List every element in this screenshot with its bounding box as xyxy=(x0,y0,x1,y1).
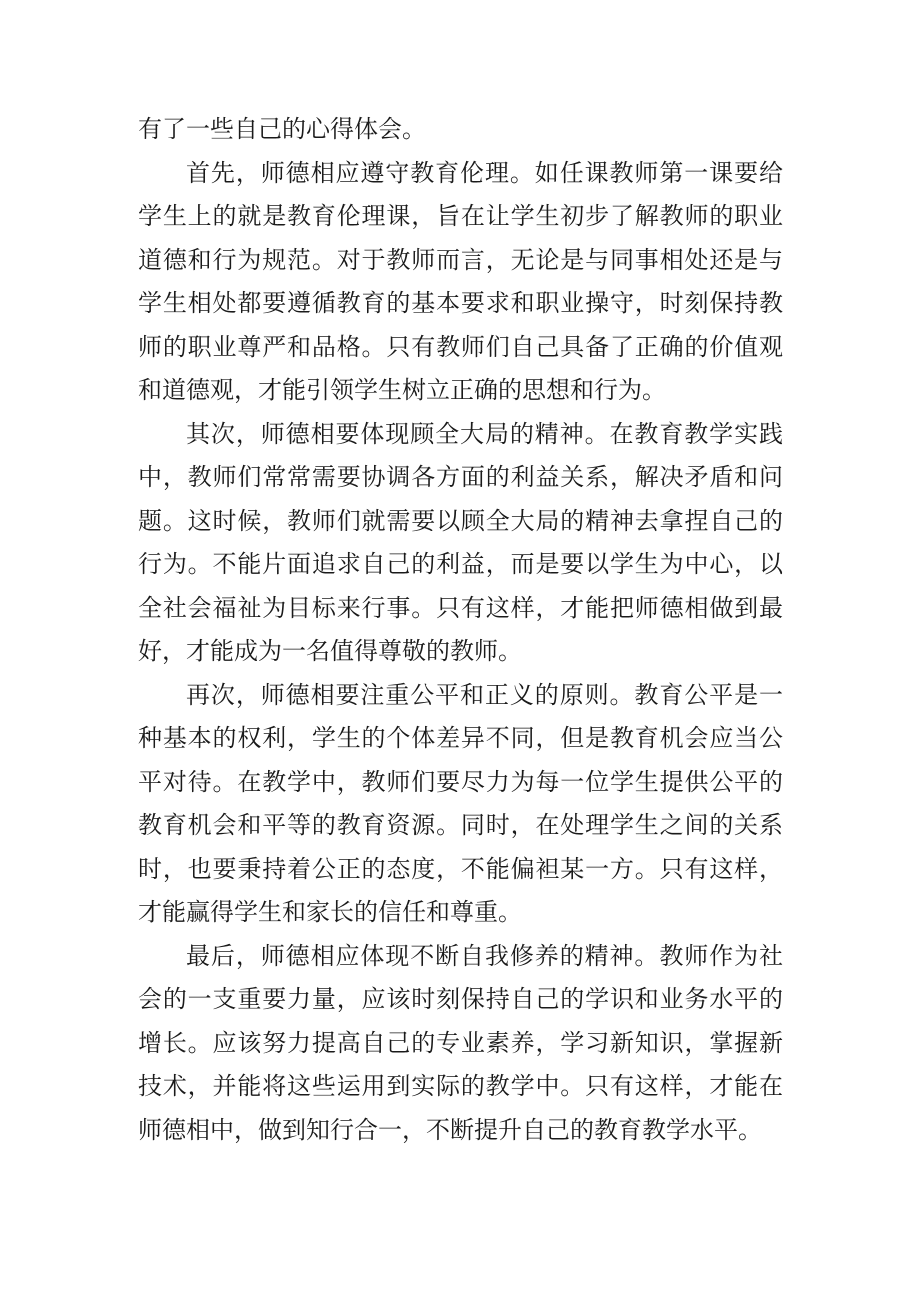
paragraph-continuation: 有了一些自己的心得体会。 xyxy=(138,115,426,143)
paragraph-self-cultivation: 最后，师德相应体现不断自我修养的精神。教师作为社会的一支重要力量，应该时刻保持自己的学识和业务水平的增长。应该努力提高自己的专业素养，学习新知识，掌握新技术，并能将这些运用到实际的教学中。只有这样，才能在师德相中，做到知行合一，不断提升自己的教育教学水平。 xyxy=(138,941,783,1144)
document-body xyxy=(138,108,783,1152)
paragraph-fairness-justice: 再次，师德相要注重公平和正义的原则。教育公平是一种基本的权利，学生的个体差异不同，但是教育机会应当公平对待。在教学中，教师们要尽力为每一位学生提供公平的教育机会和平等的教育资源。同时，在处理学生之间的关系时，也要秉持着公正的态度，不能偏袒某一方。只有这样，才能赢得学生和家长的信任和尊重。 xyxy=(138,680,783,926)
paragraph-teaching-ethics: 首先，师德相应遵守教育伦理。如任课教师第一课要给学生上的就是教育伦理课，旨在让学生初步了解教师的职业道德和行为规范。对于教师而言，无论是与同事相处还是与学生相处都要遵循教育的基本要求和职业操守，时刻保持教师的职业尊严和品格。只有教师们自己具备了正确的价值观和道德观，才能引领学生树立正确的思想和行为。 xyxy=(138,158,783,404)
paragraph-overall-situation: 其次，师德相要体现顾全大局的精神。在教育教学实践中，教师们常常需要协调各方面的利益关系，解决矛盾和问题。这时候，教师们就需要以顾全大局的精神去拿捏自己的行为。不能片面追求自己的利益，而是要以学生为中心，以全社会福祉为目标来行事。只有这样，才能把师德相做到最好，才能成为一名值得尊敬的教师。 xyxy=(138,419,783,665)
